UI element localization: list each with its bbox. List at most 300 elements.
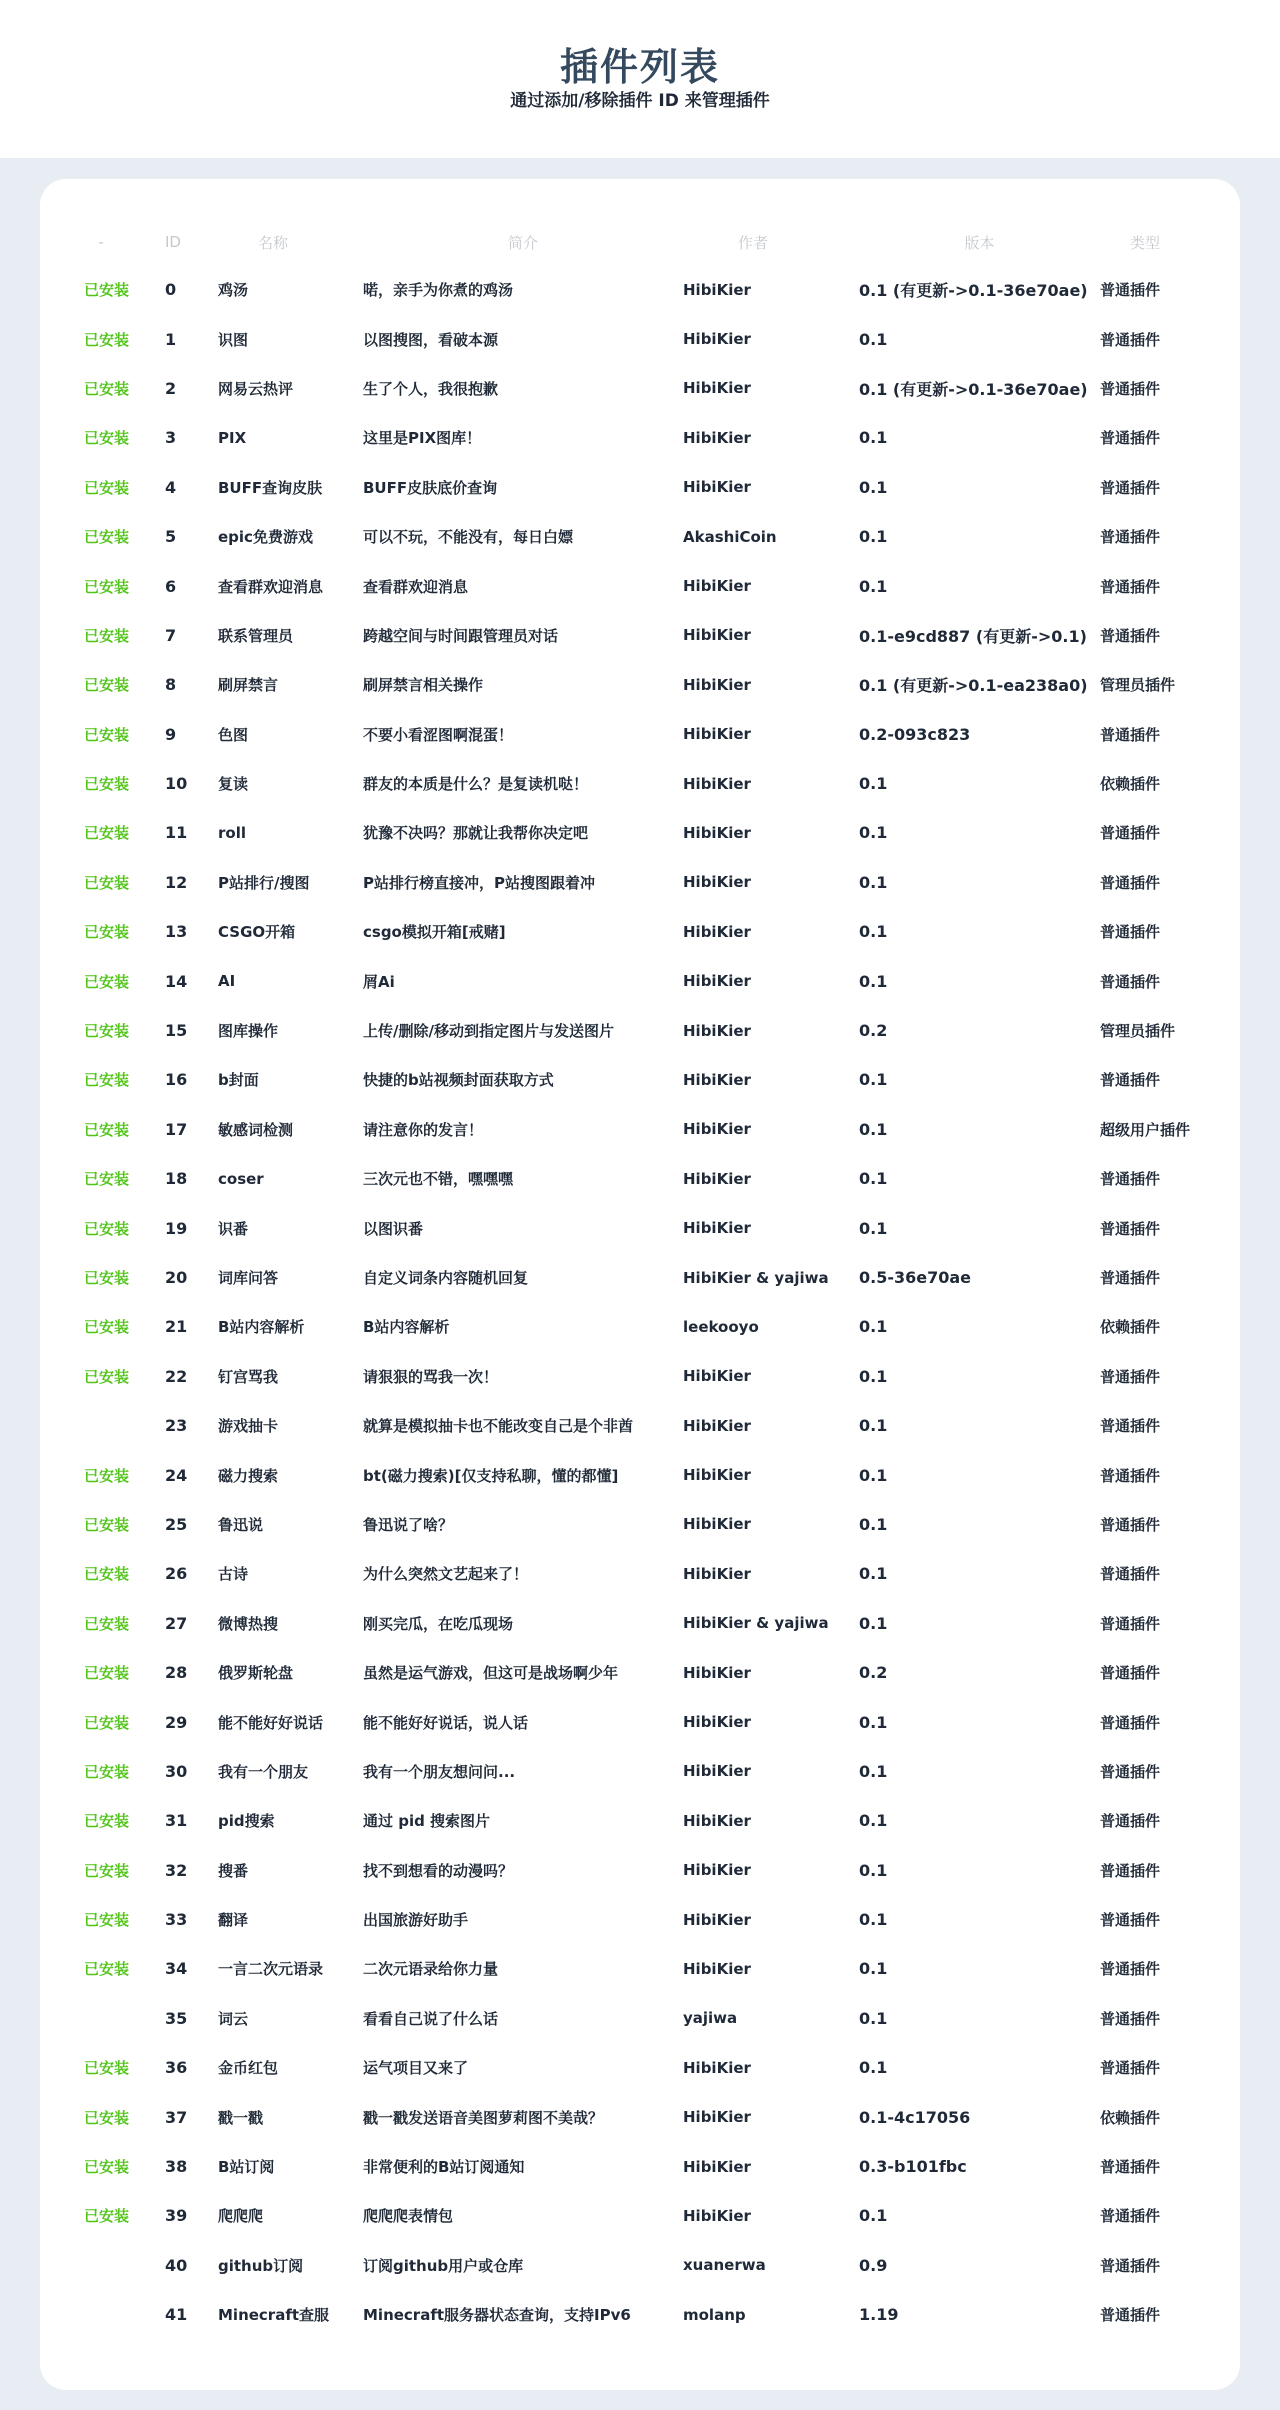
plugin-id: 26 (165, 1564, 188, 1584)
plugin-author: HibiKier (683, 1762, 751, 1781)
plugin-author: HibiKier & yajiwa (683, 1614, 829, 1633)
plugin-version: 0.1 (859, 527, 888, 547)
plugin-author: HibiKier (683, 1515, 751, 1534)
plugin-description: 我有一个朋友想问问... (363, 1762, 516, 1781)
plugin-id: 34 (165, 1959, 188, 1979)
plugin-author: HibiKier (683, 1021, 751, 1040)
plugin-description: 刷屏禁言相关操作 (363, 676, 484, 695)
plugin-type: 普通插件 (1100, 2306, 1161, 2325)
plugin-description: 看看自己说了什么话 (363, 2009, 499, 2028)
plugin-name: 爬爬爬 (218, 2207, 264, 2226)
plugin-version: 0.1 (859, 1416, 888, 1436)
plugin-status: 已安装 (84, 379, 130, 398)
plugin-name: PIX (218, 428, 247, 447)
plugin-table-card (40, 179, 1240, 2390)
plugin-status: 已安装 (84, 1120, 130, 1139)
plugin-type: 依赖插件 (1100, 775, 1161, 794)
plugin-type: 普通插件 (1100, 429, 1161, 448)
plugin-id: 2 (165, 378, 177, 398)
plugin-description: 请狠狠的骂我一次！ (363, 1367, 499, 1386)
table-row (40, 1549, 1240, 1598)
table-row (40, 1401, 1240, 1450)
plugin-version: 0.2 (859, 1021, 888, 1041)
plugin-type: 管理员插件 (1100, 1022, 1176, 1041)
plugin-status: 已安装 (84, 1071, 130, 1090)
plugin-author: HibiKier (683, 1713, 751, 1732)
plugin-description: BUFF皮肤底价查询 (363, 478, 498, 497)
plugin-author: HibiKier (683, 1169, 751, 1188)
plugin-author: AkashiCoin (683, 527, 777, 546)
plugin-status: 已安装 (84, 1219, 130, 1238)
plugin-type: 普通插件 (1100, 2207, 1161, 2226)
plugin-name: b封面 (218, 1071, 259, 1090)
plugin-status: 已安装 (84, 1911, 130, 1930)
plugin-status: 已安装 (84, 1762, 130, 1781)
plugin-name: pid搜索 (218, 1812, 275, 1831)
plugin-status: 已安装 (84, 1861, 130, 1880)
plugin-id: 0 (165, 280, 177, 300)
plugin-id: 17 (165, 1119, 188, 1139)
plugin-status: 已安装 (84, 2207, 130, 2226)
plugin-type: 超级用户插件 (1100, 1120, 1191, 1139)
plugin-version: 0.1 (859, 1119, 888, 1139)
plugin-status: 已安装 (84, 1960, 130, 1979)
table-row (40, 660, 1240, 709)
plugin-name: B站订阅 (218, 2158, 275, 2177)
plugin-version: 0.1 (859, 1465, 888, 1485)
column-header-type: 类型 (1130, 233, 1161, 252)
plugin-type: 普通插件 (1100, 577, 1161, 596)
plugin-id: 18 (165, 1169, 188, 1189)
plugin-type: 普通插件 (1100, 923, 1161, 942)
plugin-status: 已安装 (84, 577, 130, 596)
plugin-name: roll (218, 823, 246, 842)
plugin-version: 0.1 (859, 774, 888, 794)
plugin-status: 已安装 (84, 1022, 130, 1041)
plugin-description: 请注意你的发言！ (363, 1120, 484, 1139)
plugin-status: 已安装 (84, 1713, 130, 1732)
table-row (40, 1697, 1240, 1746)
plugin-author: HibiKier (683, 330, 751, 349)
plugin-description: 不要小看涩图啊混蛋！ (363, 725, 514, 744)
plugin-author: leekooyo (683, 1317, 759, 1336)
plugin-description: 能不能好好说话，说人话 (363, 1713, 529, 1732)
plugin-status: 已安装 (84, 824, 130, 843)
plugin-status (40, 1401, 162, 1450)
plugin-author: HibiKier (683, 922, 751, 941)
table-row (40, 759, 1240, 808)
plugin-id: 5 (165, 527, 177, 547)
plugin-description: 群友的本质是什么？是复读机哒！ (363, 775, 589, 794)
plugin-type: 普通插件 (1100, 1417, 1161, 1436)
plugin-author: HibiKier (683, 1070, 751, 1089)
plugin-id: 4 (165, 477, 177, 497)
plugin-version: 0.1 (859, 1959, 888, 1979)
plugin-version: 0.2 (859, 1663, 888, 1683)
plugin-name: coser (218, 1169, 264, 1188)
plugin-id: 24 (165, 1465, 188, 1485)
plugin-id: 8 (165, 675, 177, 695)
plugin-version: 0.1 (859, 971, 888, 991)
table-row (40, 1648, 1240, 1697)
plugin-id: 23 (165, 1416, 188, 1436)
table-row (40, 907, 1240, 956)
plugin-author: HibiKier (683, 774, 751, 793)
plugin-id: 11 (165, 823, 188, 843)
plugin-type: 普通插件 (1100, 1367, 1161, 1386)
plugin-author: HibiKier (683, 1416, 751, 1435)
table-row (40, 2142, 1240, 2191)
table-row (40, 1994, 1240, 2043)
plugin-type: 普通插件 (1100, 1911, 1161, 1930)
table-row (40, 265, 1240, 314)
plugin-description: 出国旅游好助手 (363, 1911, 469, 1930)
plugin-type: 普通插件 (1100, 725, 1161, 744)
plugin-id: 22 (165, 1366, 188, 1386)
table-row (40, 1747, 1240, 1796)
plugin-name: CSGO开箱 (218, 923, 296, 942)
plugin-version: 0.1 (859, 823, 888, 843)
plugin-author: HibiKier (683, 1959, 751, 1978)
plugin-version: 1.19 (859, 2305, 899, 2325)
table-row (40, 2043, 1240, 2092)
plugin-author: HibiKier (683, 478, 751, 497)
plugin-id: 13 (165, 922, 188, 942)
plugin-description: 三次元也不错，嘿嘿嘿 (363, 1170, 514, 1189)
plugin-author: yajiwa (683, 2009, 738, 2028)
plugin-description: 虽然是运气游戏，但这可是战场啊少年 (363, 1664, 619, 1683)
plugin-version: 0.1 (859, 329, 888, 349)
plugin-type: 普通插件 (1100, 1565, 1161, 1584)
table-row (40, 1352, 1240, 1401)
plugin-id: 39 (165, 2206, 188, 2226)
plugin-name: 我有一个朋友 (218, 1762, 309, 1781)
plugin-description: 自定义词条内容随机回复 (363, 1269, 529, 1287)
plugin-status: 已安装 (84, 478, 130, 497)
plugin-author: HibiKier (683, 1466, 751, 1485)
table-row (40, 512, 1240, 561)
plugin-id: 19 (165, 1218, 188, 1238)
table-row (40, 858, 1240, 907)
plugin-name: 网易云热评 (218, 379, 294, 398)
plugin-author: HibiKier (683, 2058, 751, 2077)
table-row (40, 2191, 1240, 2240)
plugin-version: 0.1 (859, 1070, 888, 1090)
plugin-author: HibiKier (683, 725, 751, 744)
table-row (40, 2092, 1240, 2141)
plugin-type: 普通插件 (1100, 1713, 1161, 1732)
plugin-version: 0.1 (859, 2206, 888, 2226)
plugin-description: 快捷的b站视频封面获取方式 (363, 1071, 554, 1090)
plugin-version: 0.1 (859, 2058, 888, 2078)
plugin-author: HibiKier (683, 626, 751, 645)
plugin-version: 0.9 (859, 2255, 888, 2275)
plugin-type: 普通插件 (1100, 528, 1161, 547)
plugin-type: 普通插件 (1100, 2059, 1161, 2078)
plugin-version: 0.1 (859, 1712, 888, 1732)
table-row (40, 611, 1240, 660)
table-row (40, 1105, 1240, 1154)
table-row (40, 1599, 1240, 1648)
plugin-author: HibiKier (683, 823, 751, 842)
plugin-name: github订阅 (218, 2256, 304, 2275)
plugin-name: 复读 (218, 775, 249, 794)
plugin-id: 31 (165, 1811, 188, 1831)
plugin-status: 已安装 (84, 775, 130, 794)
plugin-version: 0.1 (859, 872, 888, 892)
plugin-id: 25 (165, 1514, 188, 1534)
plugin-description: 刚买完瓜，在吃瓜现场 (363, 1614, 514, 1633)
plugin-status: 已安装 (84, 972, 130, 991)
plugin-version: 0.1 (859, 1860, 888, 1880)
plugin-type: 普通插件 (1100, 478, 1161, 497)
table-row (40, 1203, 1240, 1252)
plugin-description: 非常便利的B站订阅通知 (363, 2158, 525, 2177)
plugin-status: 已安装 (84, 1515, 130, 1534)
plugin-id: 1 (165, 329, 177, 349)
plugin-description: Minecraft服务器状态查询，支持IPv6 (363, 2306, 631, 2325)
table-row (40, 808, 1240, 857)
plugin-author: HibiKier (683, 2206, 751, 2225)
column-header-status: - (98, 233, 104, 251)
plugin-author: HibiKier (683, 1564, 751, 1583)
plugin-type: 普通插件 (1100, 330, 1161, 349)
plugin-description: 二次元语录给你力量 (363, 1960, 499, 1979)
plugin-status: 已安装 (84, 1466, 130, 1485)
plugin-type: 普通插件 (1100, 2256, 1161, 2275)
plugin-name: 敏感词检测 (218, 1120, 294, 1139)
plugin-version: 0.1 (859, 1218, 888, 1238)
plugin-type: 普通插件 (1100, 281, 1161, 300)
plugin-id: 10 (165, 774, 188, 794)
plugin-description: csgo模拟开箱[戒赌] (363, 923, 506, 942)
plugin-version: 0.2-093c823 (859, 724, 971, 744)
plugin-author: HibiKier (683, 1219, 751, 1238)
table-row (40, 1500, 1240, 1549)
plugin-type: 普通插件 (1100, 2009, 1161, 2028)
plugin-description: 以图搜图，看破本源 (363, 330, 499, 349)
page-subtitle: 通过添加/移除插件 ID 来管理插件 (510, 91, 770, 111)
plugin-type: 普通插件 (1100, 873, 1161, 892)
plugin-name: 一言二次元语录 (218, 1960, 324, 1979)
plugin-type: 普通插件 (1100, 972, 1161, 991)
column-header-author: 作者 (738, 233, 769, 252)
plugin-version: 0.1-4c17056 (859, 2107, 971, 2127)
table-row (40, 1154, 1240, 1203)
column-header-id: ID (165, 233, 181, 251)
table-row (40, 1055, 1240, 1104)
plugin-type: 普通插件 (1100, 2158, 1161, 2177)
plugin-description: 这里是PIX图库！ (363, 429, 482, 448)
plugin-name: B站内容解析 (218, 1318, 305, 1337)
plugin-description: 为什么突然文艺起来了！ (363, 1565, 529, 1584)
plugin-version: 0.1 (859, 1613, 888, 1633)
plugin-author: HibiKier (683, 972, 751, 991)
plugin-status: 已安装 (84, 626, 130, 645)
plugin-author: HibiKier & yajiwa (683, 1268, 829, 1287)
plugin-status: 已安装 (84, 725, 130, 744)
plugin-status (40, 1994, 162, 2043)
plugin-version: 0.1 (859, 1366, 888, 1386)
table-header-row (40, 219, 1240, 265)
plugin-status: 已安装 (84, 429, 130, 448)
plugin-version: 0.1 (有更新->0.1-36e70ae) (859, 379, 1088, 399)
plugin-status: 已安装 (84, 330, 130, 349)
plugin-name: 微博热搜 (218, 1614, 279, 1633)
plugin-description: 运气项目又来了 (363, 2059, 469, 2078)
table-row (40, 463, 1240, 512)
plugin-id: 15 (165, 1021, 188, 1041)
plugin-author: HibiKier (683, 2108, 751, 2127)
table-row (40, 1846, 1240, 1895)
plugin-status: 已安装 (84, 281, 130, 300)
column-header-version: 版本 (964, 233, 995, 252)
plugin-status: 已安装 (84, 1664, 130, 1683)
plugin-version: 0.1 (859, 1514, 888, 1534)
plugin-description: 就算是模拟抽卡也不能改变自己是个非酋 (363, 1417, 634, 1436)
plugin-id: 28 (165, 1663, 188, 1683)
table-row (40, 1006, 1240, 1055)
plugin-description: 爬爬爬表情包 (363, 2207, 454, 2226)
plugin-description: 可以不玩，不能没有，每日白嫖 (363, 528, 574, 547)
plugin-version: 0.1 (859, 576, 888, 596)
plugin-version: 0.3-b101fbc (859, 2157, 967, 2177)
plugin-name: 图库操作 (218, 1022, 279, 1041)
page-header (0, 0, 1280, 158)
page-title: 插件列表 (559, 45, 720, 89)
plugin-name: 色图 (218, 725, 249, 744)
plugin-name: 联系管理员 (218, 626, 294, 645)
plugin-name: 识图 (218, 330, 249, 349)
plugin-author: HibiKier (683, 1910, 751, 1929)
plugin-status: 已安装 (84, 1812, 130, 1831)
plugin-type: 普通插件 (1100, 1861, 1161, 1880)
plugin-author: xuanerwa (683, 2256, 766, 2275)
plugin-description: 找不到想看的动漫吗？ (363, 1861, 514, 1880)
plugin-id: 29 (165, 1712, 188, 1732)
column-header-name: 名称 (258, 233, 289, 252)
plugin-description: 屑Ai (363, 972, 395, 991)
plugin-version: 0.1 (859, 1564, 888, 1584)
plugin-author: HibiKier (683, 1811, 751, 1830)
plugin-description: 订阅github用户或仓库 (363, 2256, 524, 2275)
plugin-type: 普通插件 (1100, 1071, 1161, 1090)
plugin-name: 查看群欢迎消息 (218, 577, 324, 596)
plugin-status: 已安装 (84, 873, 130, 892)
plugin-status: 已安装 (84, 1614, 130, 1633)
plugin-version: 0.1 (859, 1317, 888, 1337)
plugin-description: 犹豫不决吗？那就让我帮你决定吧 (363, 824, 589, 843)
plugin-version: 0.1 (859, 428, 888, 448)
table-row (40, 1302, 1240, 1351)
plugin-id: 16 (165, 1070, 188, 1090)
plugin-name: Minecraft查服 (218, 2306, 330, 2325)
plugin-version: 0.1 (859, 1811, 888, 1831)
plugin-author: HibiKier (683, 379, 751, 398)
plugin-type: 普通插件 (1100, 1960, 1161, 1979)
table-row (40, 364, 1240, 413)
plugin-name: P站排行/搜图 (218, 873, 310, 892)
plugin-type: 普通插件 (1100, 1219, 1161, 1238)
plugin-author: HibiKier (683, 1861, 751, 1880)
plugin-name: 磁力搜索 (218, 1466, 279, 1485)
plugin-version: 0.1 (有更新->0.1-36e70ae) (859, 281, 1088, 301)
plugin-id: 21 (165, 1317, 188, 1337)
plugin-version: 0.5-36e70ae (859, 1268, 972, 1287)
plugin-description: P站排行榜直接冲，P站搜图跟着冲 (363, 873, 595, 892)
plugin-author: HibiKier (683, 1663, 751, 1682)
plugin-id: 33 (165, 1910, 188, 1930)
plugin-name: 金币红包 (218, 2059, 279, 2078)
plugin-name: 鲁迅说 (218, 1515, 264, 1534)
table-row (40, 1796, 1240, 1845)
table-row (40, 314, 1240, 363)
plugin-version: 0.1 (859, 477, 888, 497)
plugin-type: 普通插件 (1100, 1614, 1161, 1633)
plugin-type: 普通插件 (1100, 824, 1161, 843)
plugin-type: 依赖插件 (1100, 2108, 1161, 2127)
plugin-status: 已安装 (84, 528, 130, 547)
table-row (40, 2290, 1240, 2339)
plugin-author: HibiKier (683, 577, 751, 596)
plugin-id: 27 (165, 1613, 188, 1633)
plugin-description: 通过 pid 搜索图片 (363, 1812, 491, 1831)
table-row (40, 956, 1240, 1005)
plugin-status (40, 2241, 162, 2290)
plugin-name: 鸡汤 (218, 281, 249, 300)
plugin-description: 喏，亲手为你煮的鸡汤 (363, 281, 514, 300)
plugin-name: 钉宫骂我 (218, 1367, 279, 1386)
plugin-description: 上传/删除/移动到指定图片与发送图片 (363, 1022, 614, 1041)
plugin-type: 普通插件 (1100, 1515, 1161, 1534)
table-row (40, 1895, 1240, 1944)
plugin-name: 搜番 (218, 1861, 249, 1880)
plugin-type: 管理员插件 (1100, 676, 1176, 695)
plugin-status: 已安装 (84, 2059, 130, 2078)
plugin-type: 依赖插件 (1100, 1318, 1161, 1337)
plugin-name: 俄罗斯轮盘 (218, 1664, 294, 1683)
plugin-status (40, 2290, 162, 2339)
plugin-name: 游戏抽卡 (218, 1417, 279, 1436)
plugin-version: 0.1 (859, 2008, 888, 2028)
plugin-author: HibiKier (683, 873, 751, 892)
table-row (40, 2241, 1240, 2290)
plugin-name: 刷屏禁言 (218, 676, 279, 695)
plugin-id: 6 (165, 576, 177, 596)
column-header-description: 简介 (507, 233, 538, 252)
table-row (40, 1253, 1240, 1302)
plugin-name: 词云 (218, 2009, 249, 2028)
plugin-type: 普通插件 (1100, 1812, 1161, 1831)
plugin-description: 生了个人，我很抱歉 (363, 379, 499, 398)
plugin-id: 32 (165, 1860, 188, 1880)
plugin-id: 12 (165, 872, 188, 892)
plugin-name: 能不能好好说话 (218, 1713, 324, 1732)
plugin-type: 普通插件 (1100, 1762, 1161, 1781)
plugin-type: 普通插件 (1100, 626, 1161, 645)
plugin-status: 已安装 (84, 1565, 130, 1584)
plugin-version: 0.1 (859, 922, 888, 942)
plugin-author: molanp (683, 2305, 746, 2324)
plugin-status: 已安装 (84, 2158, 130, 2177)
plugin-name: 词库问答 (218, 1269, 279, 1287)
table-row (40, 561, 1240, 610)
plugin-status: 已安装 (84, 923, 130, 942)
plugin-author: HibiKier (683, 1120, 751, 1139)
plugin-type: 普通插件 (1100, 379, 1161, 398)
plugin-status: 已安装 (84, 676, 130, 695)
plugin-name: 古诗 (218, 1565, 249, 1584)
